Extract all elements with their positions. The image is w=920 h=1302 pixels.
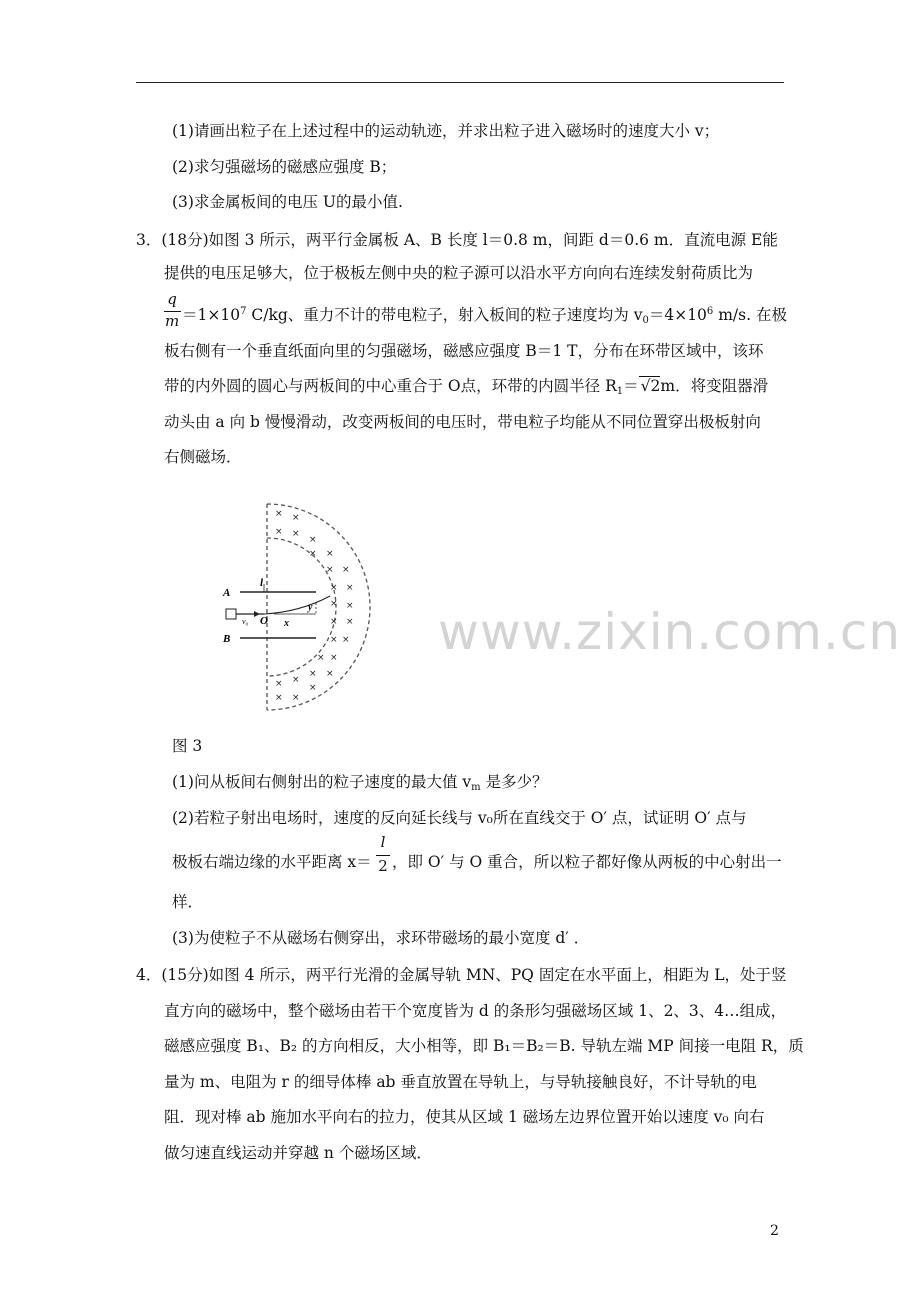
q3-line-4: 板右侧有一个垂直纸面向里的匀强磁场，磁感应强度 B＝1 T，分布在环带区域中，该环 — [164, 342, 764, 360]
label-l: l — [260, 577, 264, 589]
svg-text:×: × — [326, 549, 334, 559]
q3-fraction-denominator: m — [165, 312, 180, 330]
q4-line-6: 做匀速直线运动并穿越 n 个磁场区域． — [164, 1144, 432, 1162]
svg-text:×: × — [317, 653, 325, 663]
svg-text:×: × — [330, 599, 338, 609]
q3-sub2-fraction-numerator: l — [380, 833, 386, 851]
q4-line-1: 4．(15分)如图 4 所示，两平行光滑的金属导轨 MN、PQ 固定在水平面上，相距为 L，处于竖 — [136, 966, 787, 984]
header-rule — [136, 82, 784, 83]
figure-3 — [220, 500, 390, 715]
svg-text:×: × — [292, 529, 300, 539]
svg-text:×: × — [342, 565, 350, 575]
svg-text:×: × — [342, 635, 350, 645]
q4-line-2: 直方向的磁场中，整个磁场由若干个宽度皆为 d 的条形匀强磁场区域 1、2、3、4…组成， — [164, 1002, 787, 1020]
q3-line-2: 提供的电压足够大，位于极板左侧中央的粒子源可以沿水平方向向右连续发射荷质比为 — [164, 264, 754, 282]
q2-part-2: (2)求匀强磁场的磁感应强度 B； — [172, 158, 397, 176]
q2-part-3: (3)求金属板间的电压 U的最小值. — [172, 193, 403, 211]
watermark-text: www.zixin.com.cn — [438, 603, 902, 661]
q3-line-7: 右侧磁场． — [164, 448, 242, 466]
q4-line-3: 磁感应强度 B₁、B₂ 的方向相反，大小相等，即 B₁＝B₂＝B. 导轨左端 MP 间接一电阻 R，质 — [164, 1037, 804, 1055]
q3-subquestion-3: (3)为使粒子不从磁场右侧穿出，求环带磁场的最小宽度 d′ ． — [172, 929, 590, 947]
q3-line-1: 3．(18分)如图 3 所示，两平行金属板 A、B 长度 l＝0.8 m，间距 d＝0.6 m．直流电源 E能 — [136, 231, 778, 249]
q4-line-5: 阻．现对棒 ab 施加水平向右的拉力，使其从区域 1 磁场左边界位置开始以速度 v₀ 向右 — [164, 1108, 765, 1126]
label-a: A — [223, 587, 231, 599]
svg-text:×: × — [292, 675, 300, 685]
svg-text:×: × — [326, 669, 334, 679]
svg-text:×: × — [309, 669, 317, 679]
svg-text:×: × — [275, 679, 283, 689]
svg-text:×: × — [275, 693, 283, 703]
trajectory-curve — [264, 596, 330, 614]
figure-3-caption: 图 3 — [172, 737, 203, 755]
q3-sub2-fraction-denominator: 2 — [378, 857, 388, 875]
q3-line-3: $=1\times 10^7$ C/kg、重力不计的带电粒子，射入板间的粒子速度均为 $v_0=4\times 10^6$ m/s. 在极 — [182, 306, 787, 326]
svg-text:×: × — [346, 601, 354, 611]
label-v0: v₀ — [242, 617, 249, 626]
label-y: y — [308, 602, 313, 613]
svg-text:×: × — [309, 535, 317, 545]
page-number: 2 — [770, 1223, 779, 1239]
q3-subquestion-2-line-1: (2)若粒子射出电场时，速度的反向延长线与 v₀所在直线交于 O′ 点，试证明 O′ 点与 — [172, 809, 747, 827]
svg-text:×: × — [292, 513, 300, 523]
q3-subquestion-2-line-2a: 极板右端边缘的水平距离 x＝ — [172, 853, 372, 871]
svg-text:×: × — [275, 527, 283, 537]
q3-line-6: 动头由 a 向 b 慢慢滑动，改变两板间的电压时，带电粒子均能从不同位置穿出极板射向 — [164, 413, 761, 431]
svg-text:×: × — [346, 617, 354, 627]
svg-text:×: × — [326, 565, 334, 575]
svg-text:×: × — [309, 549, 317, 559]
svg-text:×: × — [330, 583, 338, 593]
q3-subquestion-2-line-2b: ，即 O′ 与 O 重合，所以粒子都好像从两板的中心射出一 — [392, 853, 782, 871]
label-b: B — [223, 633, 231, 645]
q3-subquestion-1: (1)问从板间右侧射出的粒子速度的最大值 $v_m$ 是多少？ — [172, 773, 548, 793]
q3-subquestion-2-line-3: 样． — [172, 893, 204, 911]
label-o: O — [260, 615, 268, 627]
svg-text:×: × — [330, 635, 338, 645]
svg-text:×: × — [292, 693, 300, 703]
q2-part-1: (1)请画出粒子在上述过程中的运动轨迹，并求出粒子进入磁场时的速度大小 v； — [172, 122, 720, 140]
svg-text:×: × — [330, 653, 338, 663]
magnetic-field-crosses — [275, 509, 354, 703]
svg-text:×: × — [275, 509, 283, 519]
svg-text:×: × — [309, 683, 317, 693]
label-x: x — [284, 618, 289, 629]
q3-fraction-numerator: q — [167, 290, 177, 308]
q3-line-5: 带的内外圆的圆心与两板间的中心重合于 O点，环带的内圆半径 $R_1= √2m$．将变阻器滑 — [164, 377, 769, 397]
q3-sub2-fraction-bar — [376, 855, 390, 856]
svg-text:×: × — [346, 583, 354, 593]
particle-source — [226, 609, 236, 619]
q4-line-4: 量为 m、电阻为 r 的细导体棒 ab 垂直放置在导轨上，与导轨接触良好，不计导轨的电 — [164, 1073, 757, 1091]
svg-text:×: × — [330, 617, 338, 627]
